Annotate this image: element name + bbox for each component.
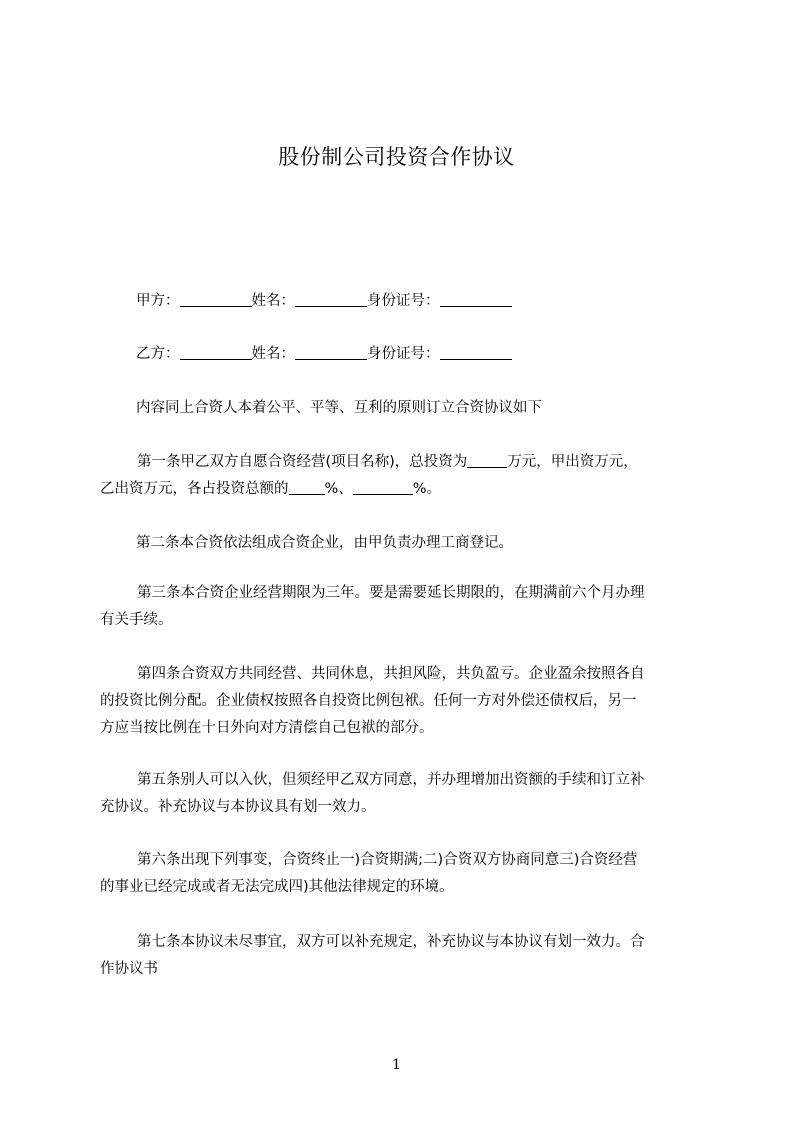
- party-a-id-label: 身份证号：: [367, 293, 440, 309]
- document-title: 股份制公司投资合作协议: [278, 145, 515, 169]
- page-number: 1: [392, 1057, 401, 1073]
- article-4: [100, 661, 700, 742]
- total-investment-blank: [467, 453, 507, 468]
- party-a-blank: [180, 292, 252, 307]
- party-b-label: 乙方：: [136, 346, 180, 362]
- party-b-name-label: 姓名：: [251, 346, 295, 362]
- article-4-line-2: 的投资比例分配。企业债权按照各自投资比例包袱。任何一方对外偿还债权后，另一: [100, 693, 637, 709]
- article-6-line-2: 的事业已经完成或者无法完成四)其他法律规定的环境。: [100, 879, 454, 895]
- article-6: [100, 847, 700, 901]
- article-1-line-2: [100, 476, 700, 503]
- article-3: [100, 580, 700, 634]
- article-1-line-1: [100, 449, 700, 476]
- party-b-name-blank: [295, 345, 367, 360]
- party-a-id-blank: [440, 292, 512, 307]
- article-3-line-2: 有关手续。: [100, 612, 173, 628]
- article-1-text-c: 乙出资万元，各占投资总额的: [100, 481, 289, 497]
- article-1-text-d: %、: [324, 481, 353, 497]
- article-4-line-3: 方应当按比例在十日外向对方清偿自己包袱的部分。: [100, 720, 434, 736]
- party-a-name-blank: [295, 292, 367, 307]
- article-1-text-b: 万元，甲出资万元，: [507, 454, 638, 470]
- article-6-line-1: 第六条出现下列事变，合资终止一)合资期满;二)合资双方协商同意三)合资经营: [137, 852, 638, 868]
- article-2: 第二条本合资依法组成合资企业，由甲负责办理工商登记。: [136, 535, 513, 551]
- intro-paragraph: 内容同上合资人本着公平、平等、互利的原则订立合资协议如下: [136, 400, 542, 416]
- percent-a-blank: [289, 480, 325, 495]
- article-5: [100, 767, 700, 821]
- article-5-line-2: 充协议。补充协议与本协议具有划一效力。: [100, 799, 376, 815]
- party-a-label: 甲方：: [136, 293, 180, 309]
- party-a-line: [100, 288, 736, 315]
- article-3-line-1: 第三条本合资企业经营期限为三年。要是需要延长期限的，在期满前六个月办理: [137, 585, 645, 601]
- party-b-id-label: 身份证号：: [367, 346, 440, 362]
- article-5-line-1: 第五条别人可以入伙，但须经甲乙双方同意，并办理增加出资额的手续和订立补: [137, 772, 645, 788]
- article-7-line-2: 作协议书: [100, 961, 158, 977]
- article-7: [100, 929, 700, 983]
- percent-b-blank: [353, 480, 413, 495]
- article-1-text-e: %。: [412, 481, 442, 497]
- party-a-name-label: 姓名：: [251, 293, 295, 309]
- article-1: [100, 449, 700, 503]
- party-b-line: [100, 341, 736, 368]
- party-b-id-blank: [440, 345, 512, 360]
- article-4-line-1: 第四条合资双方共同经营、共同休息，共担风险，共负盈亏。企业盈余按照各自: [137, 666, 645, 682]
- article-7-line-1: 第七条本协议未尽事宜，双方可以补充规定，补充协议与本协议有划一效力。合: [137, 934, 645, 950]
- party-b-blank: [180, 345, 252, 360]
- article-1-text-a: 第一条甲乙双方自愿合资经营(项目名称)，总投资为: [137, 454, 468, 470]
